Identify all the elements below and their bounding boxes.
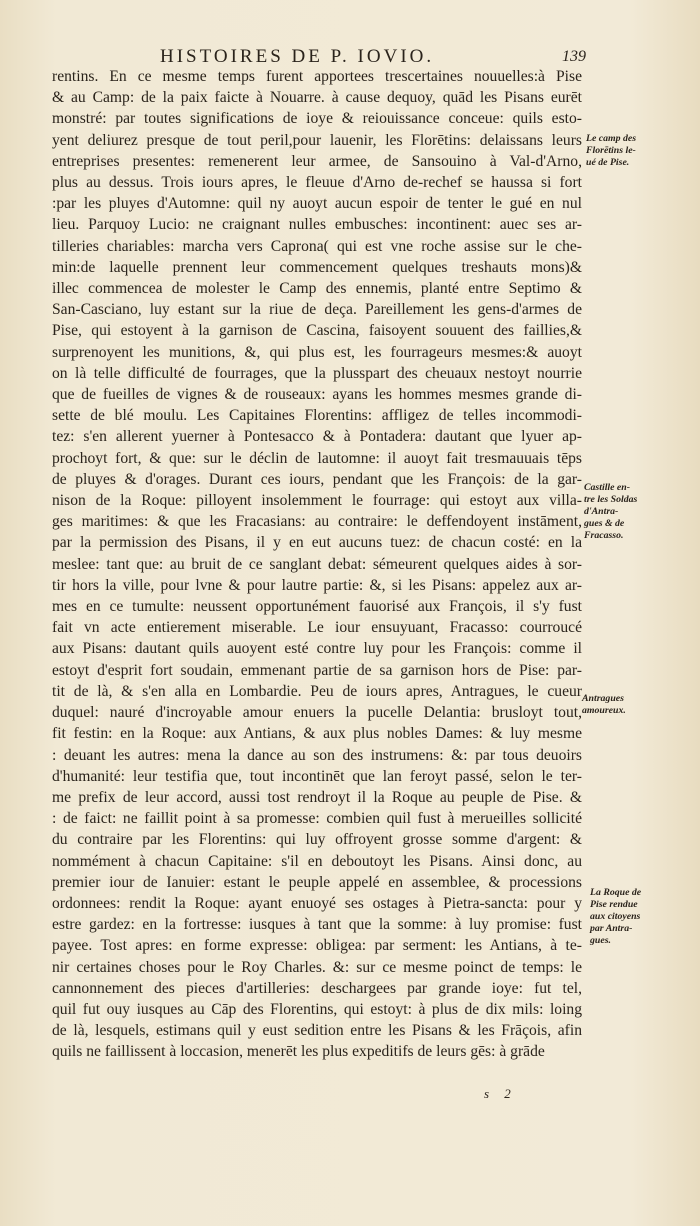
text-line: de là, lesquels, estimans quil y eust sedition entre les Pisans & les Frāçois, afin [52, 1022, 582, 1040]
text-line: duquel: nauré d'incroyable amour enuers la pucelle Delantia: brusloyt tout, [52, 704, 582, 722]
text-line: payee. Tost apres: en forme expresse: obligea: par serment: les Antians, à te- [52, 937, 582, 955]
marginal-note-line: ué de Pise. [586, 157, 630, 168]
marginal-note-line: gues. [590, 935, 611, 946]
text-line: sette de blé moulu. Les Capitaines Florentins: affligez de telles incommodi- [52, 407, 582, 425]
marginal-note-camp [586, 133, 658, 169]
text-line: : deuant les autres: mena la dance au son des instrumens: &: par tous deuoirs [52, 746, 582, 764]
text-line: nommément à chacun Capitaine: s'il en deboutoyt les Pisans. Ainsi donc, au [52, 852, 582, 870]
text-line: ordonnees: rendit la Roque: ayant enuoyé ses ostages à Pietra-sancta: pour y [52, 894, 582, 912]
text-line: plus au dessus. Trois iours apres, le fleuue d'Arno de-rechef se haussa si fort [52, 174, 582, 192]
text-line: premier iour de Ianuier: estant le peuple appelé en assemblee, & processions [52, 873, 582, 891]
text-line: tit de là, & s'en alla en Lombardie. Peu de iours apres, Antragues, le cueur [52, 682, 582, 700]
marginal-note-line: d'Antra- [584, 506, 619, 517]
text-line: rentins. En ce mesme temps furent apportees trescertaines nouuelles:à Pise [52, 68, 582, 85]
marginal-note-line: Pise rendue [590, 899, 638, 910]
marginal-note-line: tre les Soldas [584, 494, 638, 505]
text-line: yent deliurez presque de tout peril,pour lauenir, les Florētins: delaissans leurs [52, 131, 582, 149]
text-line: : de faict: ne faillit point à sa promesse: combien quil fust à merueilles sollicité [52, 810, 582, 828]
text-line: :par les pluyes d'Automne: quil ny auoyt aucun espoir de tenter le gué en nul [52, 195, 582, 213]
text-line: meslee: tant que: au bruit de ce sanglant debat: sémeurent quelques aides à sor- [52, 555, 582, 573]
marginal-note-antragues [582, 693, 654, 717]
marginal-note-roque [590, 887, 662, 947]
marginal-note-line: aux citoyens [590, 911, 641, 922]
text-line: aux Pisans: dautant quils auoyent esté contre luy pour les François: comme il [52, 640, 582, 658]
text-line: cannonnement des pieces d'artilleries: deschargees par grande ioye: fut tel, [52, 979, 582, 997]
text-line: monstré: par toutes significations de ioye & reiouissance conceue: quils esto- [52, 110, 582, 128]
text-line: fait vn acte entierement miserable. Le iour ensuyuant, Fracasso: courroucé [52, 619, 582, 637]
text-line: tez: s'en allerent yuerner à Pontesacco & à Pontadera: dautant que lyuer ap- [52, 428, 582, 446]
marginal-note-line: Fracasso. [584, 530, 624, 541]
text-line: lieu. Parquoy Lucio: ne craignant nulles embusches: incontinent: auec ses ar- [52, 216, 582, 234]
main-text-block [52, 66, 582, 1063]
text-line: Pise, qui estoyent à la garnison de Cascina, faisoyent souuent des faillies,& [52, 322, 582, 340]
signature-mark: s 2 [484, 1086, 517, 1101]
text-line: min:de laquelle prennent leur commencement quelques treshauts mons)& [52, 258, 582, 276]
marginal-note-line: Le camp des [586, 133, 637, 144]
page-number: 139 [562, 48, 586, 65]
text-line: estre gardez: en la fortresse: iusques à tant que la somme: à luy promise: fust [52, 916, 582, 934]
marginal-note-line: par Antra- [590, 923, 633, 934]
text-line: mes en ce tumulte: neussent opportunément fauorisé aux François, il s'y fust [52, 598, 582, 616]
marginal-note-line: Castille en- [584, 482, 630, 493]
text-line: prochoyt fort, & que: sur le déclin de lautomne: il auoyt fait tresmauuais tēps [52, 449, 582, 467]
text-line: estoyt d'esprit fort soudain, emmenant partie de sa garnison hors de Pise: par- [52, 661, 582, 679]
text-line: surprenoyent les munitions, &, qui plus est, les fourrageurs mesmes:& auoyt [52, 343, 582, 361]
text-line: par la permission des Pisans, il y en eut aucuns tuez: de chacun costé: en la [52, 534, 582, 552]
text-line: entreprises presentes: remenerent leur armee, de Sansouino à Val-d'Arno, [52, 152, 582, 170]
text-line: nir certaines choses pour le Roy Charles. &: sur ce mesme poinct de temps: le [52, 958, 582, 976]
marginal-note-line: gues & de [584, 518, 625, 529]
marginal-note-line: La Roque de [590, 887, 642, 898]
text-line: me prefix de leur accord, aussi tost rendroyt il la Roque au peuple de Pise. & [52, 788, 582, 806]
marginal-note-line: Antragues [582, 693, 624, 704]
text-line: tilleries chariables: marcha vers Caprona( qui est vne roche assise sur le che- [52, 237, 582, 255]
text-line: tir hors la ville, pour lvne & pour lautre partie: &, si les Pisans: appelez aux ar- [52, 576, 582, 594]
text-line: quils ne faillissent à loccasion, menerēt les plus expeditifs de leurs gēs: à grāde [52, 1043, 545, 1061]
text-line: & au Camp: de la paix faicte à Nouarre. à cause dequoy, quād les Pisans eurēt [52, 89, 582, 107]
text-line: ges maritimes: & que les Fracasians: au contraire: le deffendoyent instāment, [52, 513, 582, 531]
text-line: du contraire par les Florentins: qui luy offroyent grosse somme d'argent: & [52, 831, 582, 849]
text-line: quil fut ouy iusques au Cāp des Florentins, qui estoyt: à plus de dix mils: loing [52, 1000, 582, 1018]
text-line: fit festin: en la Roque: aux Antians, & aux plus nobles Dames: & luy mesme [52, 725, 582, 743]
text-line: illec commencea de molester le Camp des ennemis, planté entre Septimo & [52, 280, 582, 298]
marginal-note-line: amoureux. [582, 705, 626, 716]
marginal-note-line: Florētins le- [586, 145, 636, 156]
text-line: d'humanité: leur testifia que, tout incontinēt que lan feroyt passé, selon le ter- [52, 767, 582, 785]
text-line: de pluyes & d'orages. Durant ces iours, pendant que les François: de la gar- [52, 470, 582, 488]
text-line: que de fueilles de vignes & de rouseaux: ayans les hommes mesmes grande di- [52, 386, 582, 404]
marginal-note-castille [584, 482, 656, 542]
text-line: San-Casciano, luy estant sur la riue de deça. Pareillement les gens-d'armes de [52, 301, 582, 319]
text-line: nison de la Roque: pilloyent insolemment le fourrage: qui estoyt aux villa- [52, 492, 582, 510]
text-line: on là telle difficulté de fourrages, que la plusspart des cheuaux nestoyt nourrie [52, 364, 582, 382]
running-head: HISTOIRES DE P. IOVIO. [160, 46, 435, 67]
